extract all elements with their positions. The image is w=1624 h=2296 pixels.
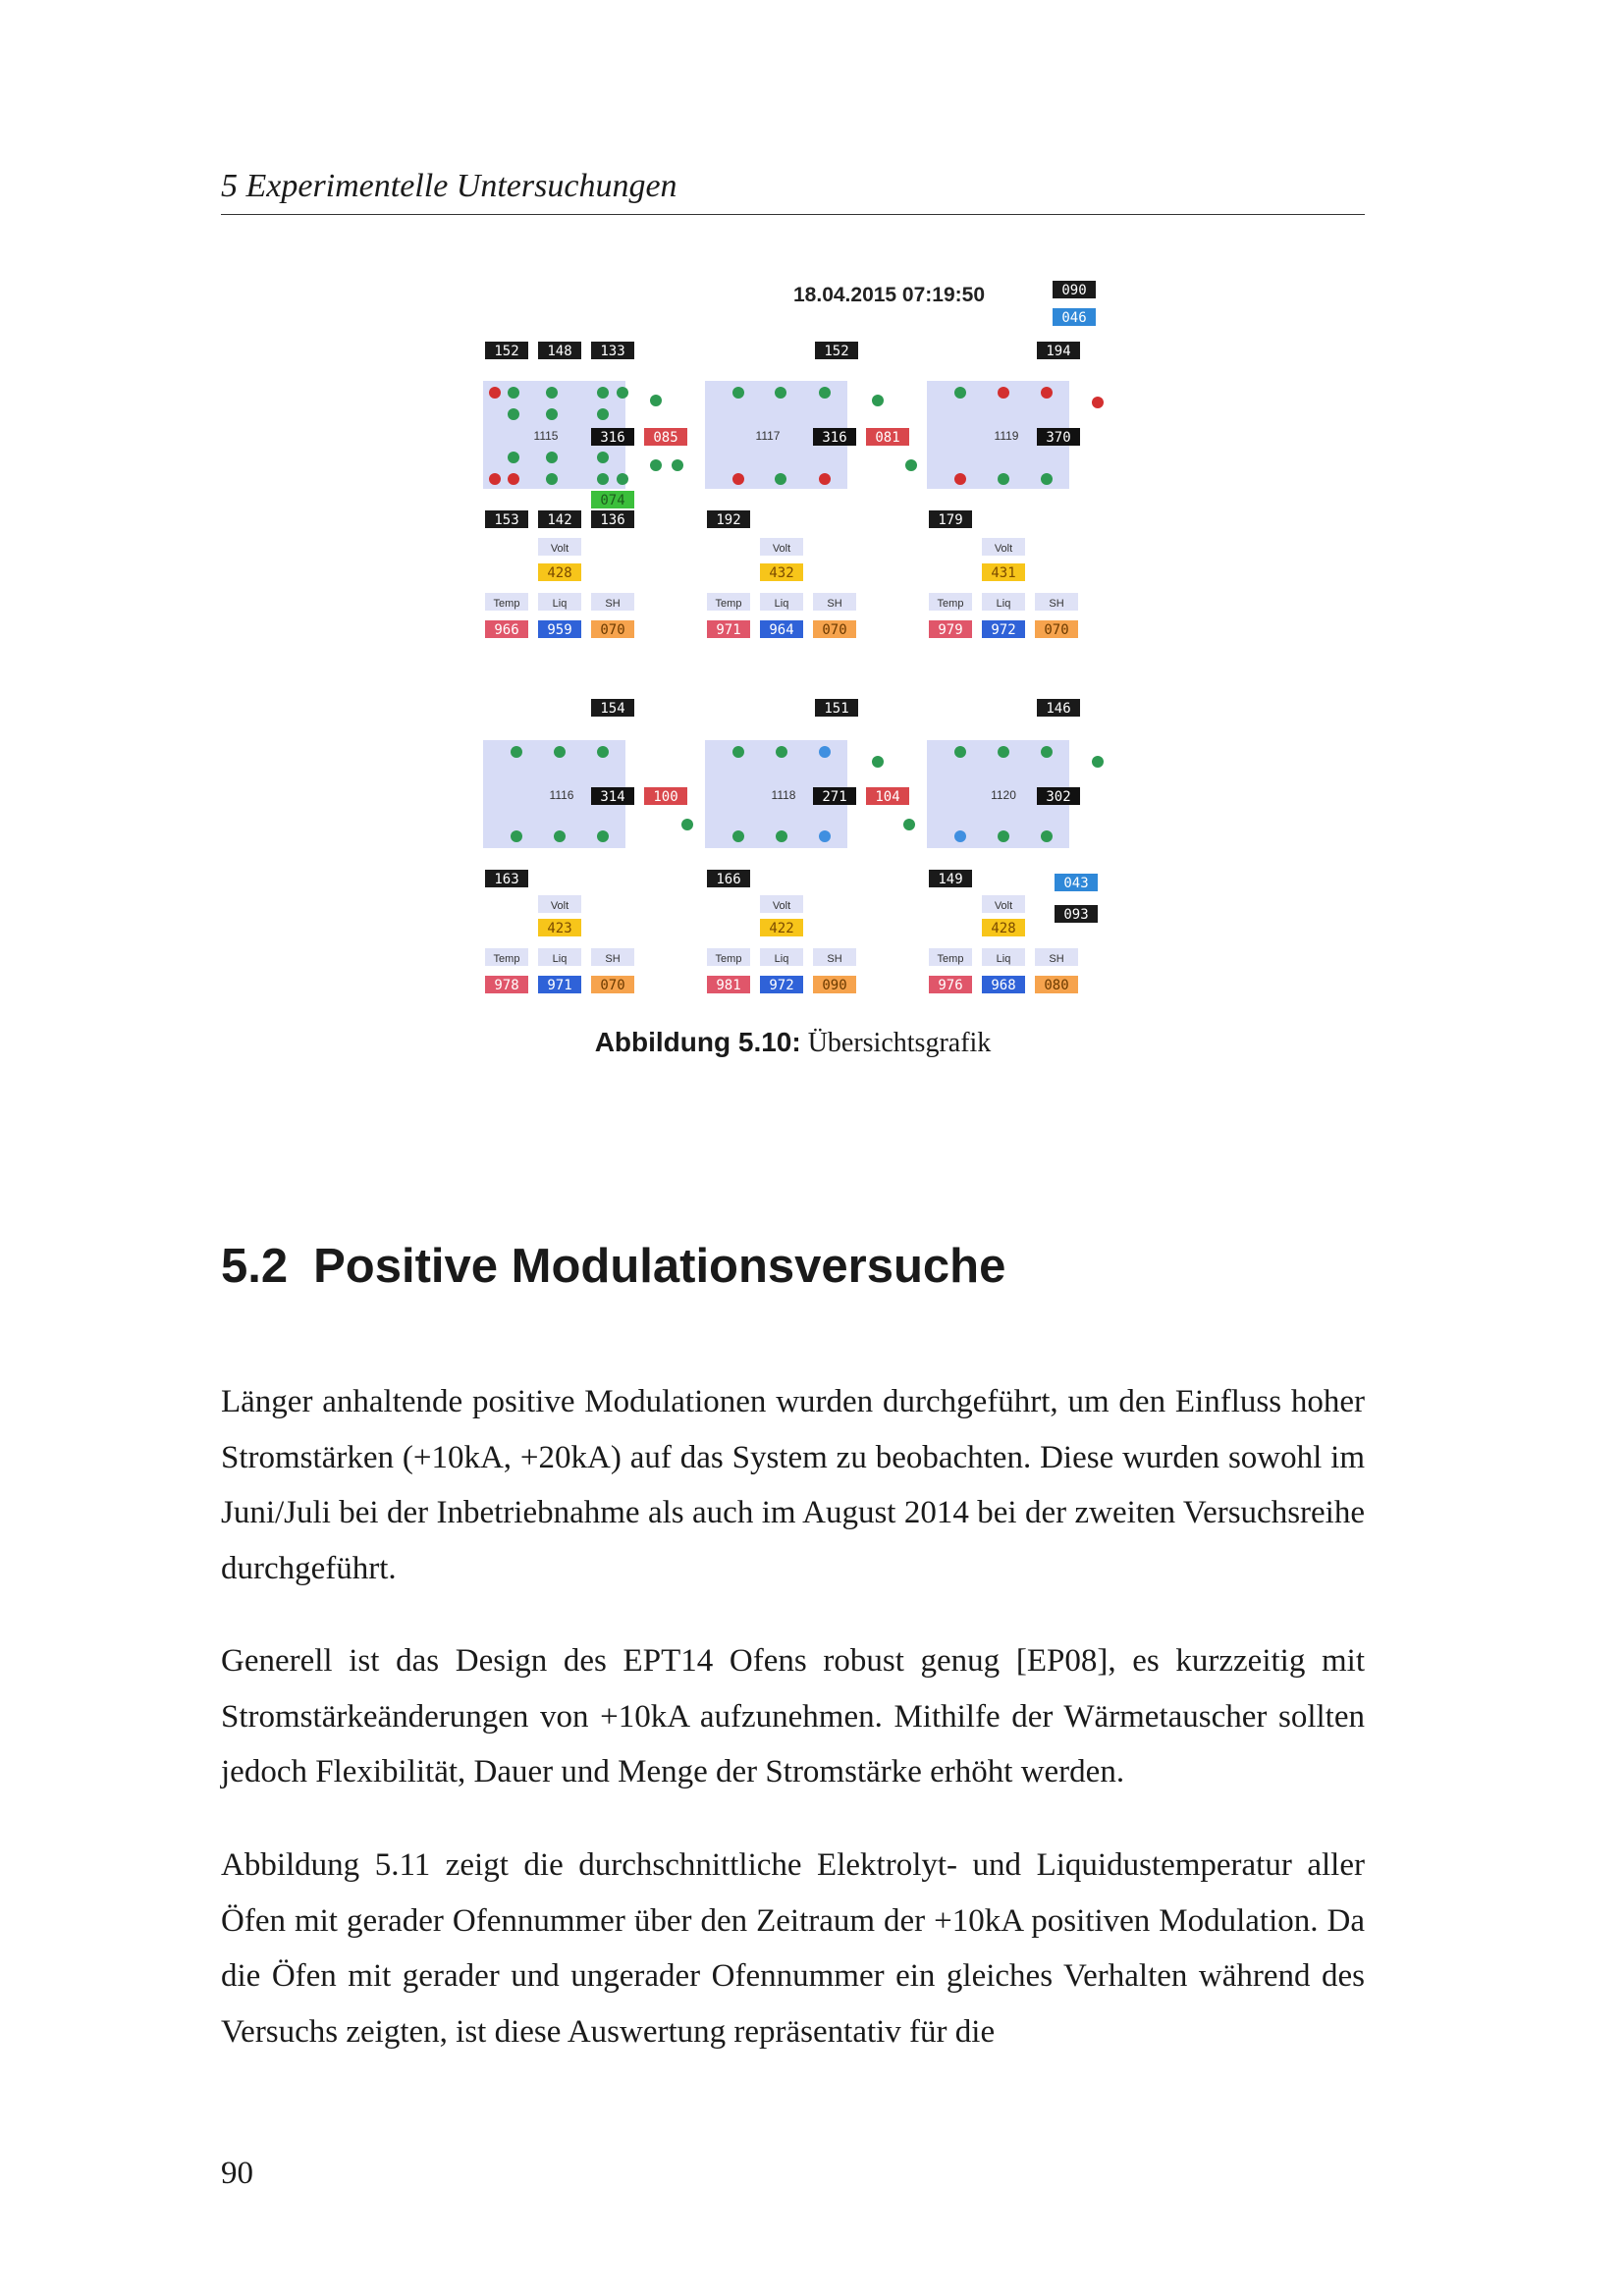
section-number: 5.2 [221,1240,289,1293]
volt-label: Volt [994,543,1013,555]
temp-value: 978 [494,978,519,993]
side-value: 085 [653,430,678,446]
value-box [815,699,858,717]
value-box [538,342,581,359]
caption-label: Abbildung 5.10: [594,1027,801,1057]
liq-value: 972 [991,622,1016,638]
sh-value: 070 [600,978,625,993]
running-title: 5 Experimentelle Untersuchungen [221,168,677,204]
figure-caption [221,1027,1365,1059]
pot-reading-box [813,787,856,805]
side-value-box [866,428,909,446]
overview-graphic [481,275,1110,1006]
sh-value: 080 [1044,978,1069,993]
value-text: 179 [938,512,963,528]
top-right-value-box [1053,308,1096,326]
liq-value: 972 [769,978,794,993]
volt-value: 428 [991,921,1016,936]
value-text: 152 [494,344,519,359]
liq-value: 971 [547,978,572,993]
pot-reading: 302 [1046,789,1071,805]
section-title: Positive Modulationsversuche [313,1240,1006,1293]
temp-value: 981 [716,978,741,993]
temp-label: Temp [937,598,964,610]
temp-label: Temp [493,598,520,610]
value-box [591,510,634,528]
sh-label: SH [605,953,621,965]
volt-label: Volt [772,543,791,555]
value-box [929,870,972,887]
extra-value-box [1055,874,1098,891]
value-box [591,342,634,359]
side-value-box [866,787,909,805]
value-text: 146 [1046,701,1071,717]
temp-label: Temp [937,953,964,965]
value-box [929,510,972,528]
top-right-value: 046 [1061,310,1087,326]
pot-1116-metrics [485,895,634,993]
side-value: 104 [875,789,900,805]
volt-label: Volt [550,543,569,555]
pot-reading: 370 [1046,430,1071,446]
volt-label: Volt [994,900,1013,912]
pot-reading-box [591,428,634,446]
paragraph: Abbildung 5.11 zeigt die durchschnittliche Elektrolyt- und Liquidustemperatur aller Öfen mit gerader Ofennummer über den Zeitraum der +10kA positiven Modulation. Da die Öfen mit gerader und ungerader Ofennummer ein gleiches Verhalten während des Versuchs zeigten, ist diese Auswertung repräsentativ für die [221,1847,1365,2050]
page-number: 90 [221,2156,253,2191]
caption-text: Übersichtsgrafik [807,1028,992,1058]
pot-1119-metrics [929,538,1078,638]
value-box [1037,699,1080,717]
temp-label: Temp [715,953,742,965]
pot-1118-metrics [707,895,856,993]
value-box [707,510,750,528]
value-box [538,510,581,528]
value-box [485,510,528,528]
sh-label: SH [605,598,621,610]
volt-value: 432 [769,565,794,581]
green-value-box [591,491,634,508]
volt-label: Volt [772,900,791,912]
pot-id: 1119 [994,429,1019,443]
value-text: 163 [494,872,519,887]
temp-label: Temp [493,953,520,965]
value-text: 194 [1046,344,1071,359]
side-value: 100 [653,789,678,805]
value-text: 154 [600,701,625,717]
top-right-value-box [1053,281,1096,298]
value-text: 149 [938,872,963,887]
side-value-box [644,787,687,805]
extra-value: 043 [1063,876,1089,891]
value-text: 148 [547,344,572,359]
value-box [707,870,750,887]
section-heading [221,1239,1005,1294]
paragraph: Generell ist das Design des EPT14 Ofens robust genug [EP08], es kurzzeitig mit Stromstärkeänderungen von +10kA aufzunehmen. Mithilfe der Wärmetauscher sollten jedoch Flexibilität, Dauer und Menge der Stromstärke erhöht werden. [221,1643,1365,1789]
sh-value: 070 [822,622,847,638]
pot-id: 1117 [755,429,781,443]
liq-label: Liq [552,598,568,610]
liq-value: 968 [991,978,1016,993]
pot-id: 1115 [533,429,559,443]
pot-1115-metrics [485,538,634,638]
top-right-value: 090 [1061,283,1087,298]
temp-value: 979 [938,622,963,638]
temp-value: 976 [938,978,963,993]
value-box [485,870,528,887]
pot-reading-box [1037,787,1080,805]
sh-label: SH [827,598,842,610]
pot-id: 1118 [771,788,796,802]
pot-reading: 316 [822,430,847,446]
value-box [815,342,858,359]
pot-reading: 316 [600,430,625,446]
pot-reading-box [1037,428,1080,446]
temp-value: 966 [494,622,519,638]
liq-value: 964 [769,622,794,638]
liq-value: 959 [547,622,572,638]
value-box [1037,342,1080,359]
liq-label: Liq [774,953,789,965]
pot-id: 1116 [549,788,574,802]
value-text: 166 [716,872,741,887]
value-box [591,699,634,717]
pot-id: 1120 [991,788,1016,802]
value-text: 133 [600,344,625,359]
value-text: 136 [600,512,625,528]
extra-value: 093 [1063,907,1089,923]
sh-label: SH [1049,953,1064,965]
sh-label: SH [827,953,842,965]
running-head [221,165,1365,215]
value-text: 151 [824,701,849,717]
temp-value: 971 [716,622,741,638]
pot-reading-box [591,787,634,805]
pot-1117-metrics [707,538,856,638]
pot-reading: 271 [822,789,847,805]
sh-label: SH [1049,598,1064,610]
sh-value: 090 [822,978,847,993]
liq-label: Liq [996,953,1011,965]
value-text: 142 [547,512,572,528]
liq-label: Liq [774,598,789,610]
extra-value-box [1055,905,1098,923]
volt-value: 431 [991,565,1016,581]
value-text: 153 [494,512,519,528]
liq-label: Liq [552,953,568,965]
value-text: 152 [824,344,849,359]
side-value: 081 [875,430,900,446]
volt-label: Volt [550,900,569,912]
volt-value: 422 [769,921,794,936]
value-box [485,342,528,359]
green-value: 074 [600,493,625,508]
volt-value: 423 [547,921,572,936]
volt-value: 428 [547,565,572,581]
timestamp: 18.04.2015 07:19:50 [793,284,985,306]
temp-label: Temp [715,598,742,610]
value-text: 192 [716,512,741,528]
pot-reading: 314 [600,789,625,805]
sh-value: 070 [600,622,625,638]
sh-value: 070 [1044,622,1069,638]
pot-reading-box [813,428,856,446]
side-value-box [644,428,687,446]
liq-label: Liq [996,598,1011,610]
paragraph: Länger anhaltende positive Modulationen wurden durchgeführt, um den Einfluss hoher Stromstärken (+10kA, +20kA) auf das System zu beobachten. Diese wurden sowohl im Juni/Juli bei der Inbetriebnahme als auch im August 2014 bei der zweiten Versuchsreihe durchgeführt. [221,1384,1365,1586]
